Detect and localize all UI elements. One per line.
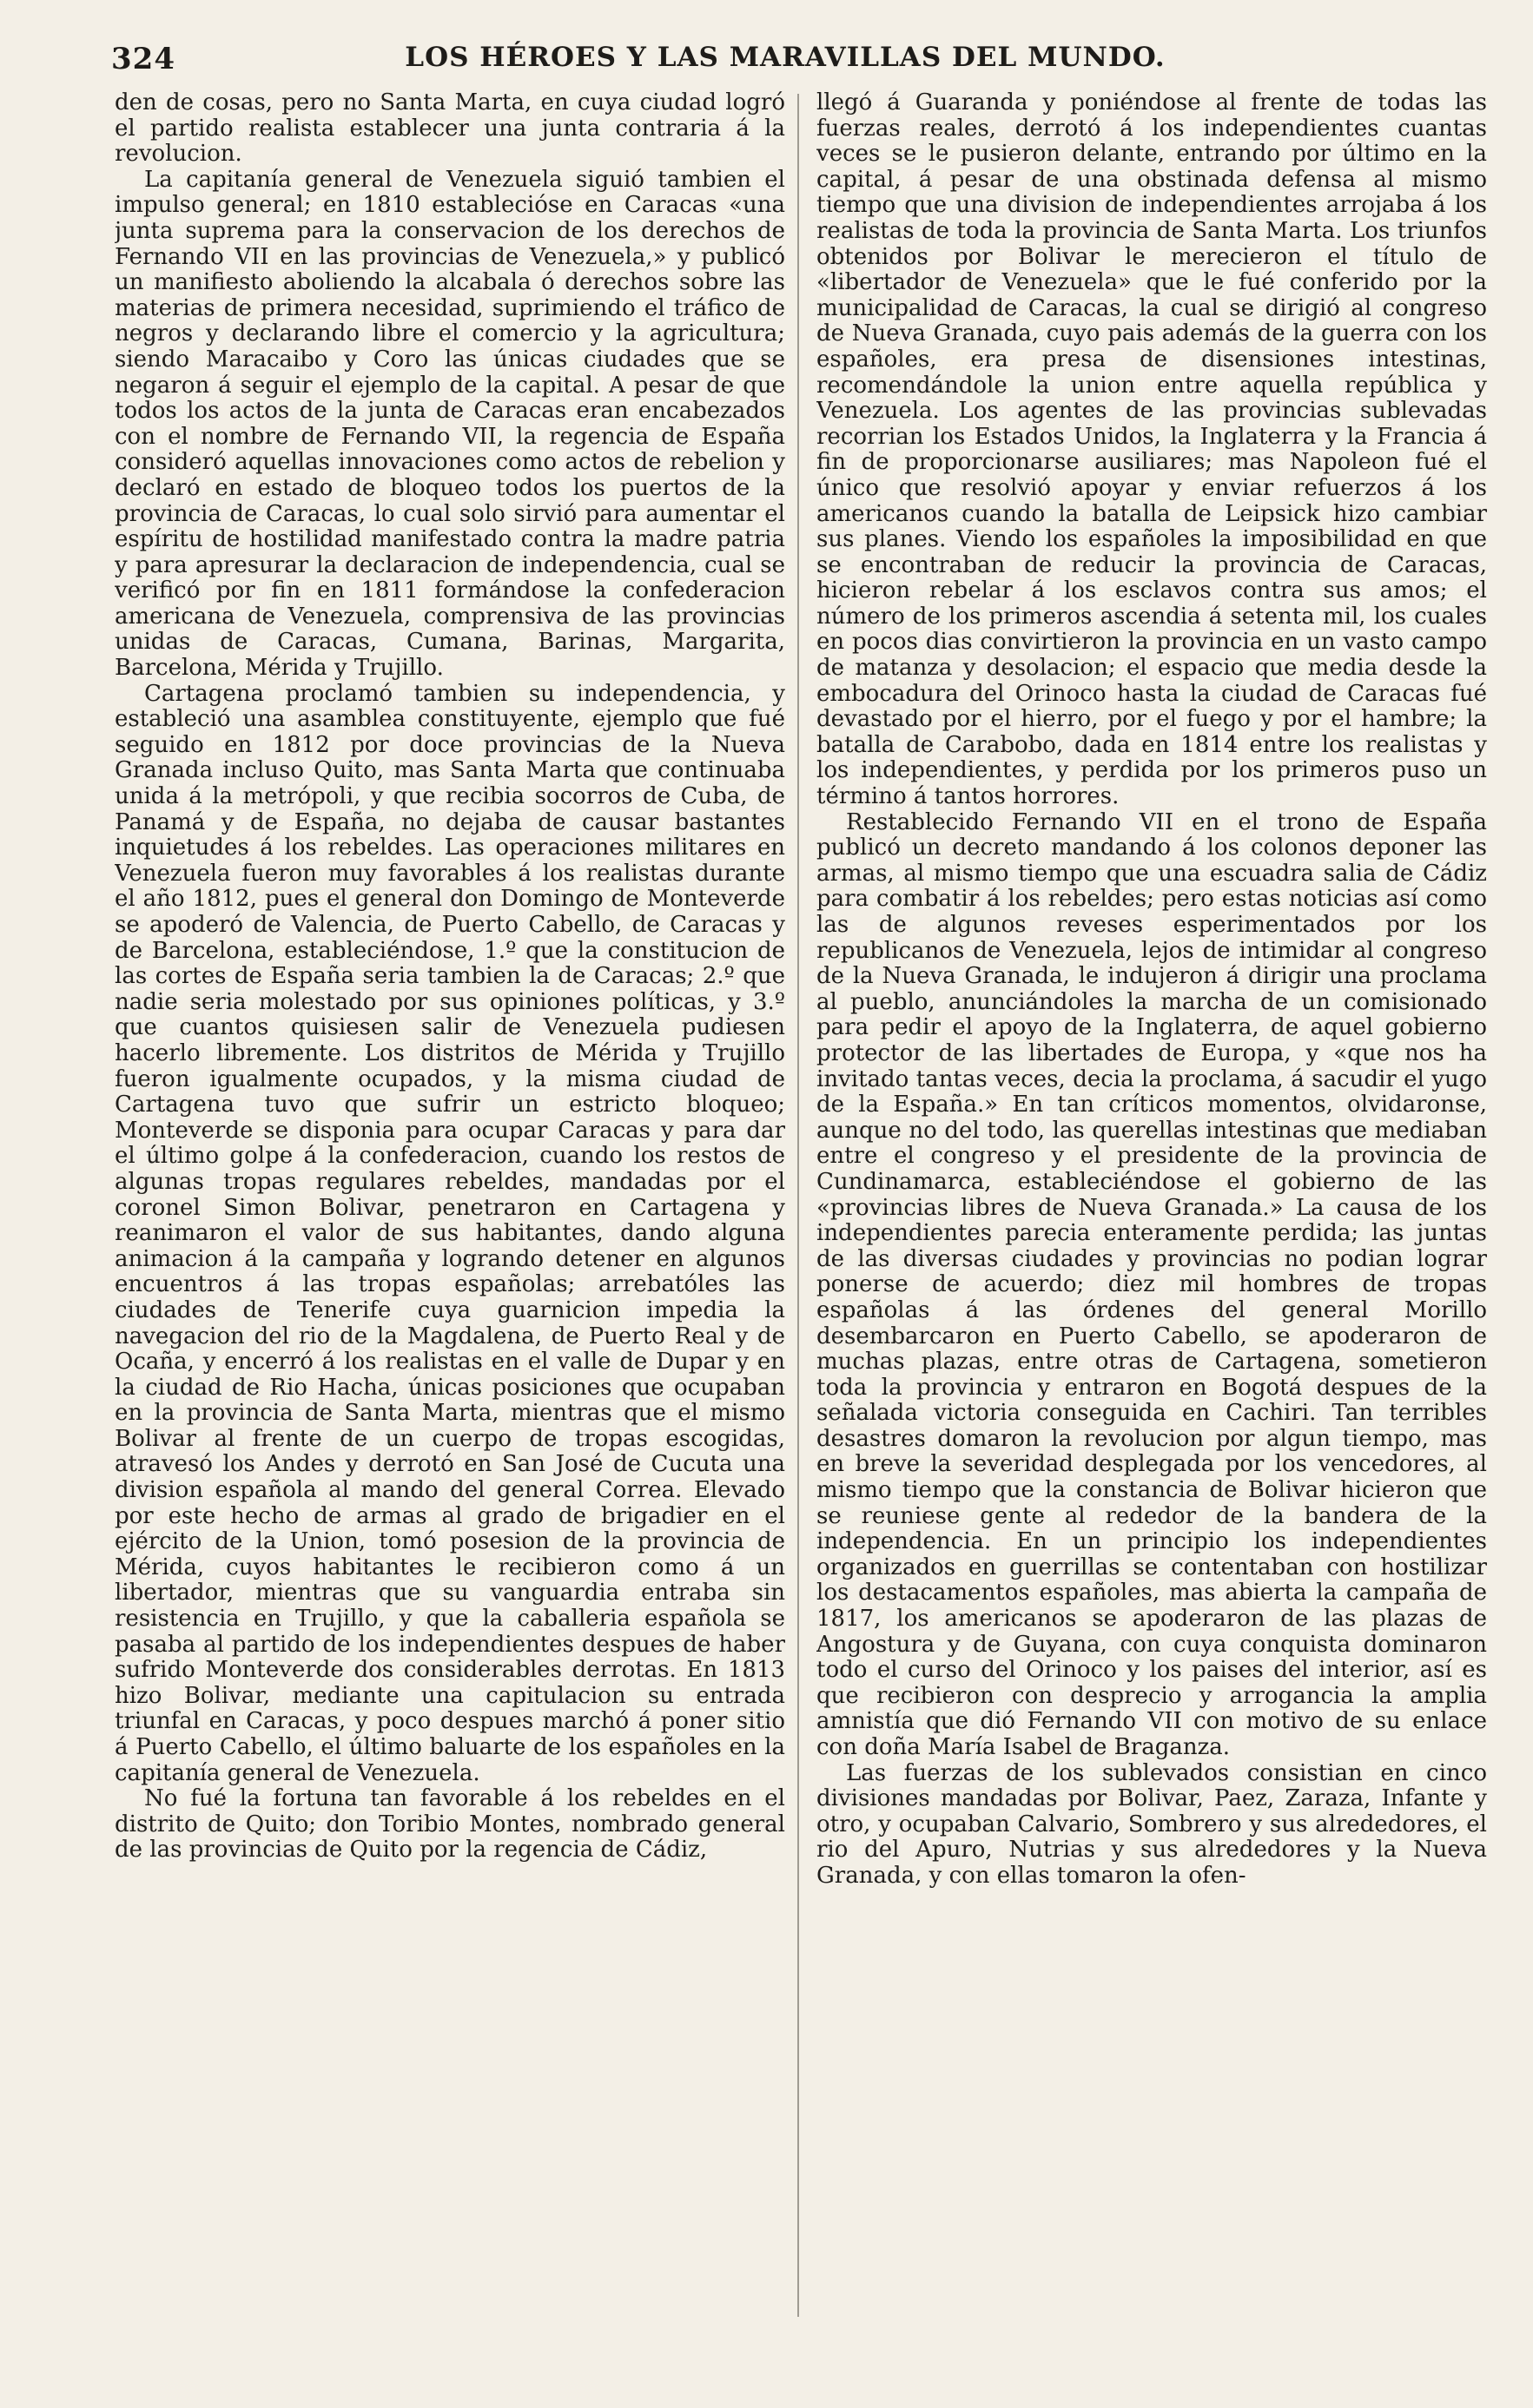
- page-number: 324: [111, 42, 175, 76]
- paragraph: den de cosas, pero no Santa Marta, en cuya ciudad logró el partido realista establecer una junta contraria á la revolucion.: [115, 90, 785, 168]
- right-column: [816, 90, 1487, 2383]
- paragraph: Cartagena proclamó tambien su independencia, y estableció una asamblea constituyente, ejemplo que fué seguido en 1812 por doce provincias de la Nueva Granada incluso Quito, mas Santa Marta que continuaba unida á la metrópoli, y que recibia socorros de Cuba, de Panamá y de España, no dejaba de causar bastantes inquietudes á los rebeldes. Las operaciones militares en Venezuela fueron muy favorables á los realistas durante el año 1812, pues el general don Domingo de Monteverde se apoderó de Valencia, de Puerto Cabello, de Caracas y de Barcelona, estableciéndose, 1.º que la constitucion de las cortes de España seria tambien la de Caracas; 2.º que nadie seria molestado por sus opiniones políticas, y 3.º que cuantos quisiesen salir de Venezuela pudiesen hacerlo libremente. Los distritos de Mérida y Trujillo fueron igualmente ocupados, y la misma ciudad de Cartagena tuvo que sufrir un estricto bloqueo; Monteverde se disponia para ocupar Caracas y para dar el último golpe á la confederacion, cuando los restos de algunas tropas regulares rebeldes, mandadas por el coronel Simon Bolivar, penetraron en Cartagena y reanimaron el valor de sus habitantes, dando alguna animacion á la campaña y logrando detener en algunos encuentros á las tropas españolas; arrebatóles las ciudades de Tenerife cuya guarnicion impedia la navegacion del rio de la Magdalena, de Puerto Real y de Ocaña, y encerró á los realistas en el valle de Dupar y en la ciudad de Rio Hacha, únicas posiciones que ocupaban en la provincia de Santa Marta, mientras que el mismo Bolivar al frente de un cuerpo de tropas escogidas, atravesó los Andes y derrotó en San José de Cucuta una division española al mando del general Correa. Elevado por este hecho de armas al grado de brigadier en el ejército de la Union, tomó posesion de la provincia de Mérida, cuyos habitantes le recibieron como á un libertador, mientras que su vanguardia entraba sin resistencia en Trujillo, y que la caballeria española se pasaba al partido de los independientes despues de haber sufrido Monteverde dos considerables derrotas. En 1813 hizo Bolivar, mediante una capitulacion su entrada triunfal en Caracas, y poco despues marchó á poner sitio á Puerto Cabello, el último baluarte de los españoles en la capitanía general de Venezuela.: [115, 680, 785, 1786]
- paragraph: llegó á Guaranda y poniéndose al frente de todas las fuerzas reales, derrotó á los independientes cuantas veces se le pusieron delante, entrando por último en la capital, á pesar de una obstinada defensa al mismo tiempo que una division de independientes arrojaba á los realistas de toda la provincia de Santa Marta. Los triunfos obtenidos por Bolivar le merecieron el título de «libertador de Venezuela» que le fué conferido por la municipalidad de Caracas, la cual se dirigió al congreso de Nueva Granada, cuyo pais además de la guerra con los españoles, era presa de disensiones intestinas, recomendándole la union entre aquella república y Venezuela. Los agentes de las provincias sublevadas recorrian los Estados Unidos, la Inglaterra y la Francia á fin de proporcionarse ausiliares; mas Napoleon fué el único que resolvió apoyar y enviar refuerzos á los americanos cuando la batalla de Leipsick hizo cambiar sus planes. Viendo los españoles la imposibilidad en que se encontraban de reducir la provincia de Caracas, hicieron rebelar á los esclavos contra sus amos; el número de los primeros ascendia á setenta mil, los cuales en pocos dias convirtieron la provincia en un vasto campo de matanza y desolacion; el espacio que media desde la embocadura del Orinoco hasta la ciudad de Caracas fué devastado por el hierro, por el fuego y por el hambre; la batalla de Carabobo, dada en 1814 entre los realistas y los independientes, y perdida por los primeros puso un término á tantos horrores.: [816, 90, 1487, 810]
- running-title: LOS HÉROES Y LAS MARAVILLAS DEL MUNDO.: [405, 42, 1166, 73]
- paragraph: La capitanía general de Venezuela siguió tambien el impulso general; en 1810 establecióse en Caracas «una junta suprema para la conservacion de los derechos de Fernando VII en las provincias de Venezuela,» y publicó un manifiesto aboliendo la alcabala ó derechos sobre las materias de primera necesidad, suprimiendo el tráfico de negros y declarando libre el comercio y la agricultura; siendo Maracaibo y Coro las únicas ciudades que se negaron á seguir el ejemplo de la capital. A pesar de que todos los actos de la junta de Caracas eran encabezados con el nombre de Fernando VII, la regencia de España consideró aquellas innovaciones como actos de rebelion y declaró en estado de bloqueo todos los puertos de la provincia de Caracas, lo cual solo sirvió para aumentar el espíritu de hostilidad manifestado contra la madre patria y para apresurar la declaracion de independencia, cual se verificó por fin en 1811 formándose la confederacion americana de Venezuela, comprensiva de las provincias unidas de Caracas, Cumana, Barinas, Margarita, Barcelona, Mérida y Trujillo.: [115, 166, 785, 682]
- page-header: [111, 42, 1459, 83]
- paragraph: No fué la fortuna tan favorable á los rebeldes en el distrito de Quito; don Toribio Montes, nombrado general de las provincias de Quito por la regencia de Cádiz,: [115, 1785, 785, 1864]
- left-column: [115, 90, 785, 2383]
- paragraph: Las fuerzas de los sublevados consistian en cinco divisiones mandadas por Bolivar, Paez, Zaraza, Infante y otro, y ocupaban Calvario, Sombrero y sus alrededores, el rio del Apuro, Nutrias y sus alrededores y la Nueva Granada, y con ellas tomaron la ofen-: [816, 1759, 1487, 1889]
- column-divider: [797, 94, 799, 2317]
- paragraph: Restablecido Fernando VII en el trono de España publicó un decreto mandando á los colonos deponer las armas, al mismo tiempo que una escuadra salia de Cádiz para combatir á los rebeldes; pero estas noticias así como las de algunos reveses esperimentados por los republicanos de Venezuela, lejos de intimidar al congreso de la Nueva Granada, le indujeron á dirigir una proclama al pueblo, anunciándoles la marcha de un comisionado para pedir el apoyo de la Inglaterra, de aquel gobierno protector de las libertades de Europa, y «que nos ha invitado tantas veces, decia la proclama, á sacudir el yugo de la España.» En tan críticos momentos, olvidaronse, aunque no del todo, las querellas intestinas que mediaban entre el congreso y el presidente de la provincia de Cundinamarca, estableciéndose el gobierno de las «provincias libres de Nueva Granada.» La causa de los independientes parecia enteramente perdida; las juntas de las diversas ciudades y provincias no podian lograr ponerse de acuerdo; diez mil hombres de tropas españolas á las órdenes del general Morillo desembarcaron en Puerto Cabello, se apoderaron de muchas plazas, entre otras de Cartagena, sometieron toda la provincia y entraron en Bogotá despues de la señalada victoria conseguida en Cachiri. Tan terribles desastres domaron la revolucion por algun tiempo, mas en breve la severidad desplegada por los vencedores, al mismo tiempo que la constancia de Bolivar hicieron que se reuniese gente al rededor de la bandera de la independencia. En un principio los independientes organizados en guerrillas se contentaban con hostilizar los destacamentos españoles, mas abierta la campaña de 1817, los americanos se apoderaron de las plazas de Angostura y de Guyana, con cuya conquista dominaron todo el curso del Orinoco y los paises del interior, así es que recibieron con desprecio y arrogancia la amplia amnistía que dió Fernando VII con motivo de su enlace con doña María Isabel de Braganza.: [816, 808, 1487, 1760]
